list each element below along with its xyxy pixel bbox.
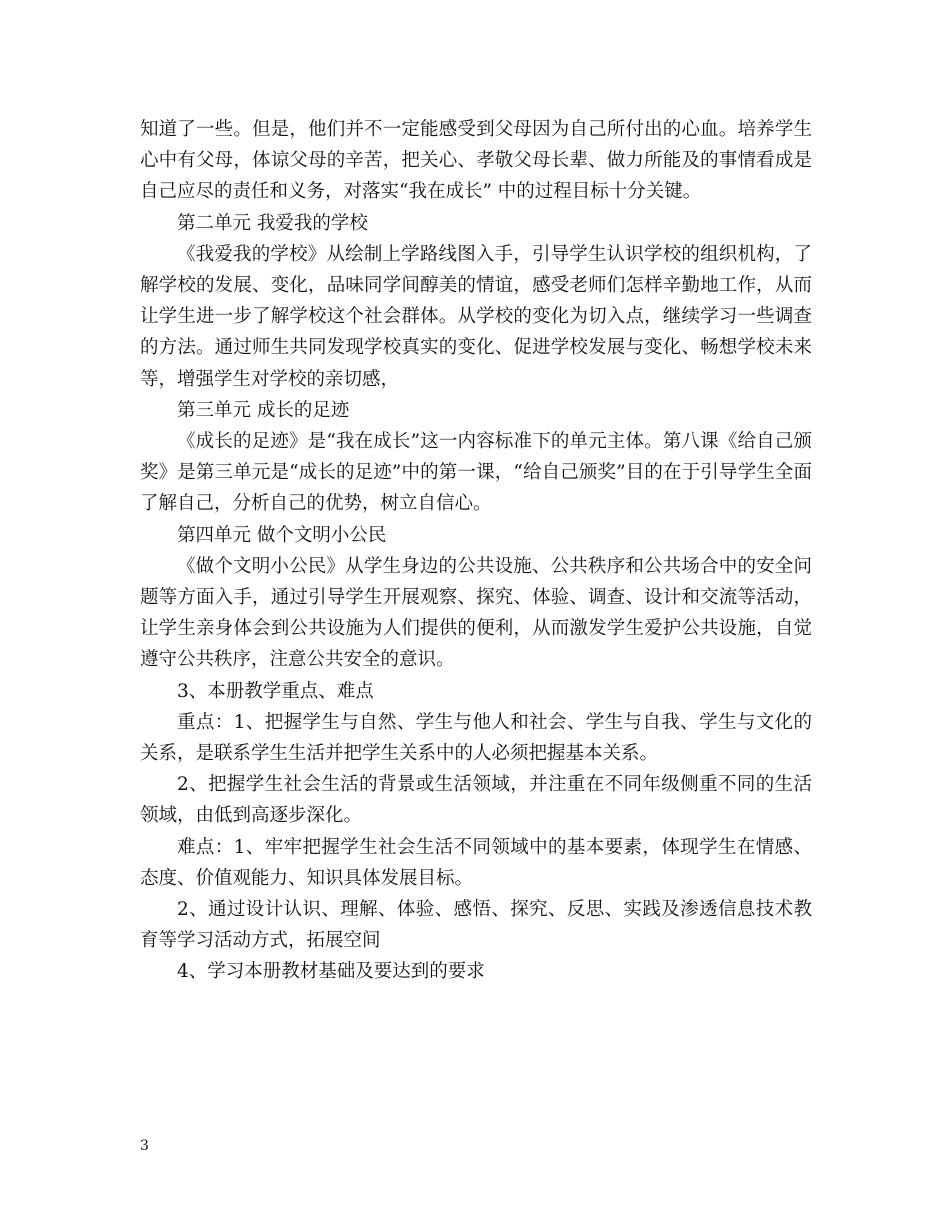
paragraph: 2、把握学生社会生活的背景或生活领域，并注重在不同年级侧重不同的生活领域，由低到高逐步深化。 <box>140 774 812 827</box>
section-heading-unit-2: 第二单元 我爱我的学校 <box>177 212 368 234</box>
paragraph: 2、通过设计认识、理解、体验、感悟、探究、反思、实践及渗透信息技术教育等学习活动方式，拓展空间 <box>140 899 812 952</box>
page-number: 3 <box>140 1138 149 1154</box>
section-heading-unit-3: 第三单元 成长的足迹 <box>177 399 350 421</box>
paragraph: 重点：1、把握学生与自然、学生与他人和社会、学生与自我、学生与文化的关系，是联系学生生活并把学生关系中的人必须把握基本关系。 <box>140 711 812 765</box>
paragraph: 难点：1、牢牢把握学生社会生活不同领域中的基本要素，体现学生在情感、态度、价值观能力、知识具体发展目标。 <box>140 836 812 889</box>
paragraph: 《做个文明小公民》从学生身边的公共设施、公共秩序和公共场合中的安全问题等方面入手，通过引导学生开展观察、探究、体验、调查、设计和交流等活动，让学生亲身体会到公共设施为人们提供的便利，从而激发学生爱护公共设施，自觉遵守公共秩序，注意公共安全的意识。 <box>140 555 812 671</box>
section-heading-requirements: 4、学习本册教材基础及要达到的要求 <box>177 961 485 983</box>
paragraph: 《成长的足迹》是“我在成长”这一内容标准下的单元主体。第八课《给自己颁奖》是第三单元是“成长的足迹”中的第一课，“给自己颁奖”目的在于引导学生全面了解自己，分析自己的优势，树立自信心。 <box>140 431 812 515</box>
paragraph: 《我爱我的学校》从绘制上学路线图入手，引导学生认识学校的组织机构，了解学校的发展、变化，品味同学间醇美的情谊，感受老师们怎样辛勤地工作，从而让学生进一步了解学校这个社会群体。从学校的变化为切入点，继续学习一些调查的方法。通过师生共同发现学校真实的变化、促进学校发展与变化、畅想学校未来等，增强学生对学校的亲切感， <box>140 243 812 390</box>
paragraph: 知道了一些。但是，他们并不一定能感受到父母因为自己所付出的心血。培养学生心中有父母，体谅父母的辛苦，把关心、孝敬父母长辈、做力所能及的事情看成是自己应尽的责任和义务，对落实“我在成长” 中的过程目标十分关键。 <box>140 119 812 203</box>
section-heading-key-points: 3、本册教学重点、难点 <box>177 680 374 702</box>
section-heading-unit-4: 第四单元 做个文明小公民 <box>177 524 387 546</box>
body-text <box>140 114 812 988</box>
